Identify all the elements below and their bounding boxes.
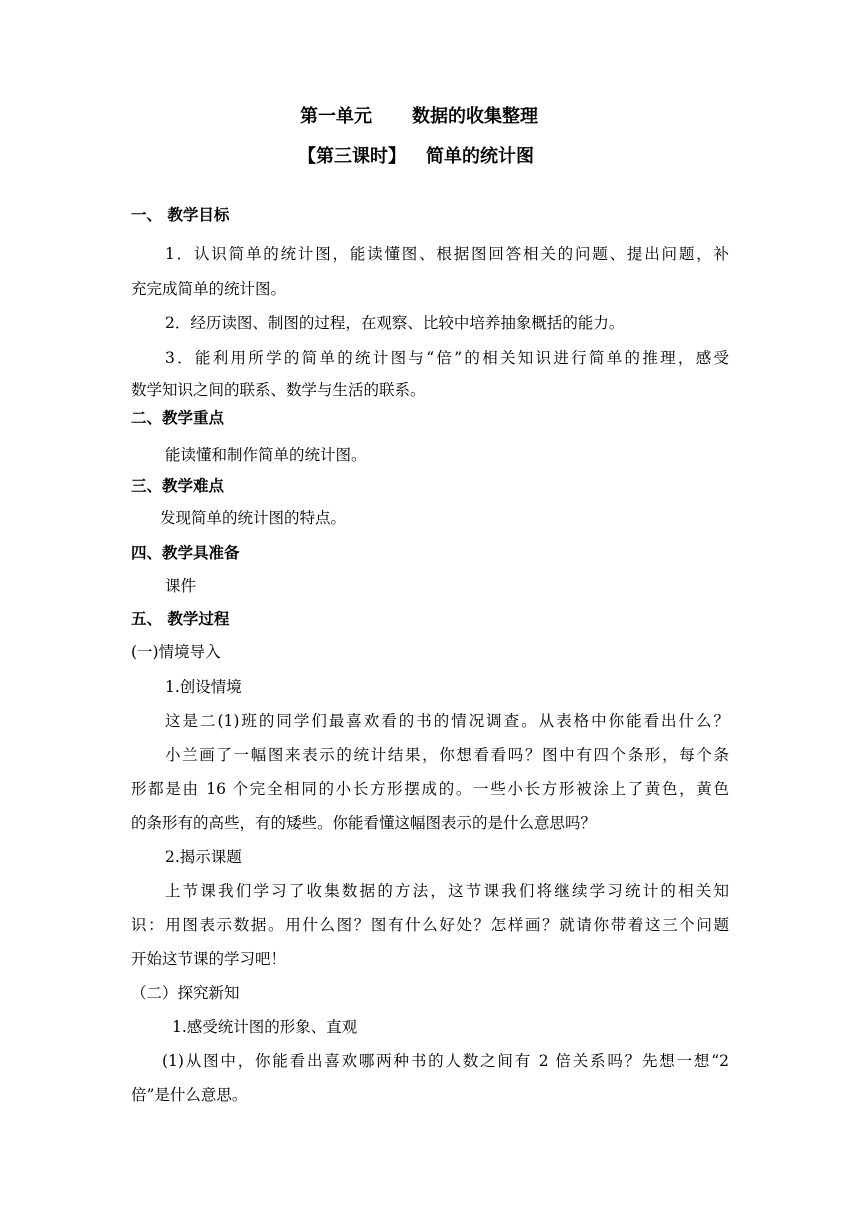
- unit-number: 第一单元: [300, 106, 372, 127]
- goal-2: 2．经历读图、制图的过程，在观察、比较中培养抽象概括的能力。: [165, 314, 625, 332]
- heading-process: 五、 教学过程: [131, 610, 230, 628]
- step-2-heading: 2.揭示课题: [165, 848, 242, 866]
- heading-difficulties: 三、教学难点: [131, 477, 225, 495]
- paragraph-1: 这是二(1)班的同学们最喜欢看的书的情况调查。从表格中你能看出什么？: [165, 712, 729, 730]
- heading-goals: 一、 教学目标: [131, 206, 230, 224]
- question-1-line-2: 倍”是什么意思。: [131, 1086, 248, 1104]
- part-1-heading: (一)情境导入: [131, 643, 221, 661]
- heading-key-points: 二、教学重点: [131, 409, 225, 427]
- paragraph-2-line-2: 形都是由 16 个完全相同的小长方形摆成的。一些小长方形被涂上了黄色，黄色: [131, 780, 729, 798]
- difficulties-text: 发现简单的统计图的特点。: [160, 509, 347, 527]
- paragraph-2-line-3: 的条形有的高些，有的矮些。你能看懂这幅图表示的是什么意思吗？: [131, 814, 597, 832]
- step-1-heading: 1.创设情境: [165, 678, 242, 696]
- goal-1-line-2: 充完成简单的统计图。: [131, 280, 287, 298]
- goal-3-line-2: 数学知识之间的联系、数学与生活的联系。: [131, 381, 426, 399]
- goal-1-line-1: 1．认识简单的统计图，能读懂图、根据图回答相关的问题、提出问题，补: [165, 245, 729, 263]
- lesson-name: 简单的统计图: [426, 146, 534, 167]
- prep-text: 课件: [165, 577, 197, 595]
- goal-3-line-1: 3．能利用所学的简单的统计图与“倍”的相关知识进行简单的推理，感受: [165, 349, 729, 367]
- paragraph-3-line-1: 上节课我们学习了收集数据的方法，这节课我们将继续学习统计的相关知: [165, 882, 729, 900]
- unit-title: [300, 107, 538, 127]
- key-points-text: 能读懂和制作简单的统计图。: [165, 446, 367, 464]
- question-1-line-1: (1)从图中，你能看出喜欢哪两种书的人数之间有 2 倍关系吗？先想一想“2: [162, 1052, 729, 1070]
- lesson-title: [298, 147, 534, 167]
- paragraph-3-line-3: 开始这节课的学习吧！: [131, 950, 287, 968]
- lesson-number: 【第三课时】: [298, 146, 406, 167]
- heading-prep: 四、教学具准备: [131, 544, 240, 562]
- paragraph-3-line-2: 识：用图表示数据。用什么图？图有什么好处？怎样画？就请你带着这三个问题: [131, 916, 729, 934]
- paragraph-2-line-1: 小兰画了一幅图来表示的统计结果，你想看看吗？图中有四个条形，每个条: [165, 746, 729, 764]
- step-3-heading: 1.感受统计图的形象、直观: [172, 1018, 358, 1036]
- part-2-heading: （二）探究新知: [131, 984, 240, 1002]
- unit-name: 数据的收集整理: [412, 106, 538, 127]
